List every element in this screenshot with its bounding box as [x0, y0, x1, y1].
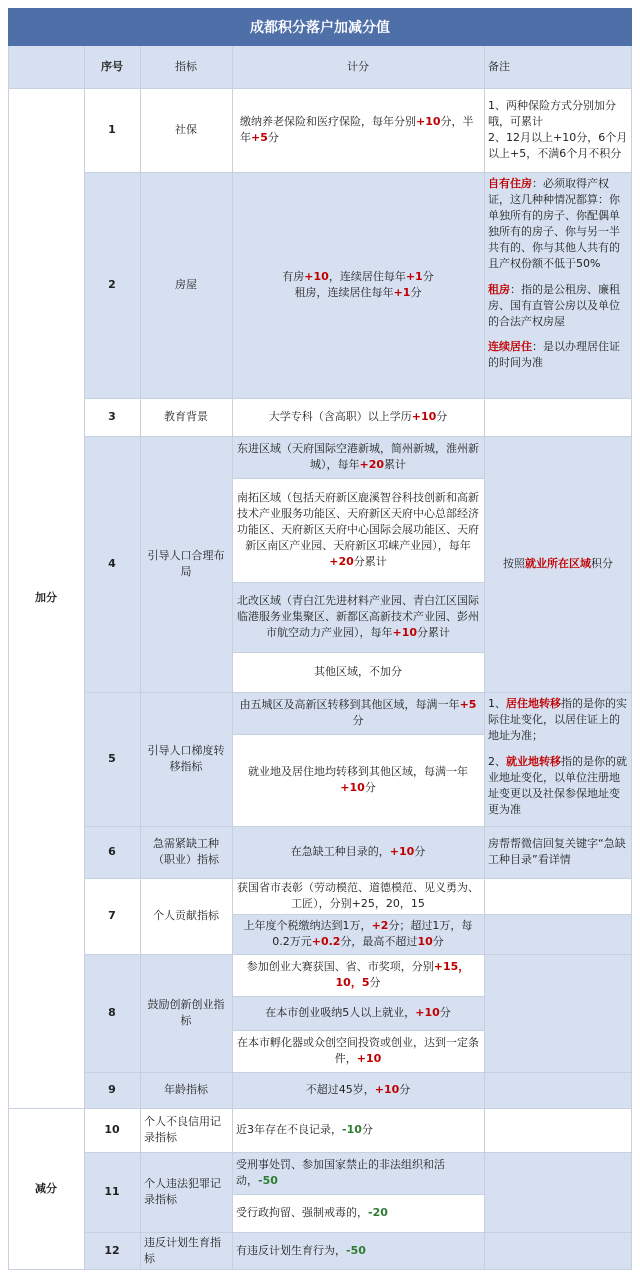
- grid-line: [232, 46, 233, 1269]
- grid-line: [8, 46, 9, 1269]
- row6-no: 6: [84, 826, 140, 878]
- row9-remark: [484, 1072, 632, 1108]
- header-score: 计分: [232, 46, 484, 88]
- grid-line: [8, 88, 632, 89]
- row4-score-3: 北改区域（青白江先进材料产业园、青白江区国际临港服务业集聚区、新都区高新技术产业园、彭州市航空动力产业园），每年+10分累计: [232, 582, 484, 652]
- row6-remark: 房帮帮微信回复关键字“急缺工种目录”看详情: [484, 826, 632, 878]
- row1-score: 缴纳养老保险和医疗保险，每年分别+10分，半年+5分: [240, 115, 474, 144]
- row2-indicator: 房屋: [140, 172, 232, 398]
- row12-no: 12: [84, 1232, 140, 1269]
- grid-line: [84, 1232, 632, 1233]
- row1-indicator: 社保: [175, 123, 197, 137]
- header-remark: 备注: [484, 46, 632, 88]
- row7-remark-2: [484, 914, 632, 954]
- grid-line: [232, 582, 484, 583]
- grid-line: [84, 692, 632, 693]
- row11-remark: [484, 1152, 632, 1232]
- header-section-cell: [8, 46, 84, 88]
- grid-line: [84, 1152, 632, 1153]
- row7-remark: [484, 878, 632, 914]
- grid-line: [232, 478, 484, 479]
- row10-score: 近3年存在不良记录，-10分: [236, 1123, 373, 1137]
- row5-no: 5: [84, 692, 140, 826]
- row4-score-4: 其他区域，不加分: [314, 665, 402, 679]
- grid-line: [140, 46, 141, 1269]
- grid-line: [232, 652, 484, 653]
- row7-score-2: 上年度个税缴纳达到1万，+2分；超过1万，每0.2万元+0.2分，最高不超过10分: [232, 914, 484, 954]
- row10-no: 10: [104, 1123, 120, 1137]
- grid-line: [8, 1108, 632, 1109]
- grid-line: [84, 1072, 632, 1073]
- row5-remark: 1、居住地转移指的是你的实际住址变化，以居住证上的地址为准； 2、就业地转移指的是你的就业地址变化，以单位注册地址变更以及社保参保地址变更为准: [484, 692, 632, 826]
- table-title: 成都积分落户加减分值: [8, 8, 632, 46]
- grid-line: [84, 436, 632, 437]
- row3-remark: [484, 398, 632, 436]
- header-no: 序号: [84, 46, 140, 88]
- row11-no: 11: [84, 1152, 140, 1232]
- grid-line: [84, 954, 632, 955]
- row12-score: 有违反计划生育行为，-50: [232, 1232, 484, 1269]
- row11-indicator: 个人违法犯罪记录指标: [140, 1152, 232, 1232]
- row8-no: 8: [84, 954, 140, 1072]
- row1-no: 1: [108, 123, 116, 137]
- grid-line: [84, 878, 632, 879]
- section-sub: 减分: [35, 1181, 57, 1195]
- row5-indicator: 引导人口梯度转移指标: [140, 692, 232, 826]
- grid-line: [84, 826, 632, 827]
- row8-score-1: 参加创业大赛获国、省、市奖项，分别+15，10，5分: [246, 960, 470, 989]
- grid-line: [232, 734, 484, 735]
- section-add: 加分: [35, 591, 57, 605]
- grid-line: [232, 1194, 484, 1195]
- row9-indicator: 年龄指标: [140, 1072, 232, 1108]
- row4-score-1: 东进区域（天府国际空港新城，简州新城，淮州新城），每年+20累计: [232, 436, 484, 478]
- row8-score-3: 在本市孵化器或众创空间投资或创业，达到一定条件，+10: [237, 1036, 479, 1065]
- row11-score-1: 受刑事处罚、参加国家禁止的非法组织和活动，-50: [232, 1152, 484, 1194]
- row4-indicator: 引导人口合理布局: [140, 436, 232, 692]
- grid-line: [8, 1269, 632, 1270]
- row2-no: 2: [84, 172, 140, 398]
- row6-score: 在急缺工种目录的，+10分: [232, 826, 484, 878]
- row5-score-2: 就业地及居住地均转移到其他区域，每满一年+10分: [248, 765, 468, 794]
- grid-line: [232, 1030, 484, 1031]
- grid-line: [84, 398, 632, 399]
- grid-line: [232, 996, 484, 997]
- row8-indicator: 鼓励创新创业指标: [140, 954, 232, 1072]
- row8-score-2: 在本市创业吸纳5人以上就业，+10分: [232, 996, 484, 1030]
- header-indicator: 指标: [140, 46, 232, 88]
- row4-remark: 按照就业所在区域积分: [484, 436, 632, 692]
- row10-remark: [484, 1108, 632, 1152]
- row3-score: 大学专科（含高职）以上学历+10分: [268, 410, 448, 424]
- row2-score: 有房+10，连续居住每年+1分 租房，连续居住每年+1分: [232, 172, 484, 398]
- grid-line: [84, 172, 632, 173]
- row2-remark: 自有住房：必须取得产权证，这几种种情况都算：你单独所有的房子、你配偶单独所有的房子、你与另一半共有的、你与其他人共有的且产权份额不低于50% 租房：指的是公租房、廉租房、国有直管公房以及单位的合法产权房屋 连续居住：是以办理居住证的时间为准: [484, 172, 632, 398]
- row5-score-1: 由五城区及高新区转移到其他区域，每满一年+5分: [232, 692, 484, 734]
- grid-line: [84, 46, 85, 1269]
- row10-indicator: 个人不良信用记录指标: [144, 1115, 221, 1144]
- row3-no: 3: [108, 410, 116, 424]
- row3-indicator: 教育背景: [164, 410, 208, 424]
- row6-indicator: 急需紧缺工种（职业）指标: [140, 826, 232, 878]
- grid-line: [232, 914, 632, 915]
- row7-no: 7: [108, 909, 116, 923]
- row12-remark: [484, 1232, 632, 1269]
- row9-score: 不超过45岁，+10分: [232, 1072, 484, 1108]
- row4-no: 4: [84, 436, 140, 692]
- row8-remark: [484, 954, 632, 1072]
- row11-score-2: 受行政拘留、强制戒毒的，-20: [236, 1206, 388, 1220]
- row7-score-1: 获国省市表彰（劳动模范、道德模范、见义勇为、工匠），分别+25，20，15: [237, 881, 479, 910]
- grid-line: [631, 46, 632, 1269]
- row12-indicator: 违反计划生育指标: [140, 1232, 232, 1269]
- row1-remark: 1、两种保险方式分别加分哦，可累计 2、12月以上+10分，6个月以上+5，不满6个月不积分: [488, 99, 628, 160]
- row4-score-2: 南拓区域（包括天府新区鹿溪智谷科技创新和高新技术产业服务功能区、天府新区天府中心总部经济功能区、天府新区天府中心国际会展功能区、天府新区南区产业园、天府新区邛崃产业园），每年+20分累计: [237, 491, 479, 568]
- grid-line: [484, 46, 485, 1269]
- row9-no: 9: [84, 1072, 140, 1108]
- row7-indicator: 个人贡献指标: [153, 909, 219, 923]
